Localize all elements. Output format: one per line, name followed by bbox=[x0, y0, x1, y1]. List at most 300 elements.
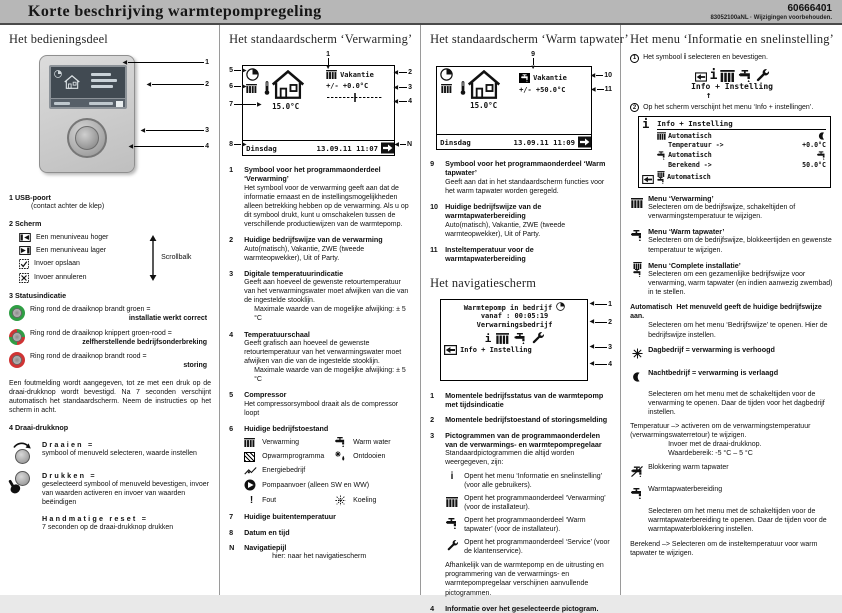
step-number: 2 bbox=[630, 103, 639, 112]
radiator-icon bbox=[446, 497, 458, 507]
block-note: Waardebereik: -5 °C – 5 °C bbox=[668, 450, 753, 458]
berekend-block bbox=[630, 540, 834, 558]
usb-title: 1 USB-poort bbox=[9, 193, 51, 202]
arrowhead-right-icon: ▶ bbox=[241, 67, 247, 74]
arrowhead-left-icon: ◀ bbox=[590, 72, 596, 79]
status-section bbox=[9, 291, 211, 415]
arrowhead-left-icon: ◀ bbox=[128, 143, 134, 150]
knob-term: Draaien = bbox=[42, 439, 95, 449]
save-check-icon bbox=[19, 259, 29, 269]
item-title: Huidige buitentemperatuur bbox=[244, 512, 336, 522]
info-instelling-label: Info + Instelling bbox=[460, 345, 532, 354]
navigatie-display-figure bbox=[430, 297, 612, 385]
datetime: 13.09.11 11:09 bbox=[513, 137, 576, 147]
status-meaning: zelfherstellende bedrijfsonderbreking bbox=[82, 338, 208, 346]
status-meaning: installatie werkt correct bbox=[128, 315, 208, 323]
house-icon bbox=[64, 75, 80, 89]
callout-1: 1 ▼ bbox=[325, 51, 332, 71]
back-arrow-icon bbox=[444, 345, 457, 355]
picto-label: Opent het menu ‘Informatie en snelinstelling’ (voor alle gebruikers). bbox=[464, 472, 602, 489]
callout-3: ◀ 3 bbox=[140, 127, 210, 134]
arrowhead-left-icon: ◀ bbox=[589, 301, 595, 308]
list-item: 4 Temperatuurschaal Geeft grafisch aan hoeveel de gewenste retourtemperatuur van het verwarmingswater moet afwijken van die van de ingestelde stooklijn. Maximale waarde van de mogelijke afwijking: ± 5 °C bbox=[229, 330, 412, 385]
warmtapwater-paragraph: Selecteren om het menu met de schakeltijden voor de warmtapwaterbereiding te openen. Daar de tijden voor de warmtapwaterblokkering instellen. bbox=[648, 508, 827, 534]
menu-value: 50.0°C bbox=[802, 161, 826, 169]
lcd-status-bar bbox=[437, 134, 591, 149]
item-title: Compressor bbox=[244, 390, 287, 400]
navigation-arrow-icon bbox=[578, 136, 591, 148]
step-text: Op het scherm verschijnt het menu ‘Info + instellingen’. bbox=[643, 103, 814, 111]
document-number: 60666401 bbox=[787, 3, 832, 15]
toestand-label: Warm water bbox=[353, 438, 391, 446]
section-heading: Het standaardscherm ‘Verwarming’ bbox=[229, 32, 413, 46]
icon-row-figure bbox=[666, 68, 798, 101]
pump-status-line: Warmtepomp in bedrijf bbox=[444, 302, 585, 313]
toestand-label: Koeling bbox=[353, 497, 377, 505]
fault-paragraph: Een foutmelding wordt aangegeven, tot ze met een druk op de draai-drukknop wordt bevestigd. Na 7 seconden verschijnt automatisch het standaardscherm. Neem de instructies op het scherm in acht. bbox=[9, 379, 212, 415]
menu-tapwater-block bbox=[630, 227, 834, 255]
callout-4: ◀ 4 bbox=[589, 360, 613, 368]
blokkering-line bbox=[630, 463, 834, 482]
arrowhead-left-icon: ◀ bbox=[122, 59, 128, 66]
term: Berekend –> bbox=[630, 540, 670, 548]
block-body: Selecteren om de insteltemperatuur voor warm tapwater te wijzigen. bbox=[630, 540, 818, 557]
item-title: Momentele bedrijfsstatus van de warmtepomp met tijdsindicatie bbox=[445, 390, 604, 409]
arrowhead-down-icon: ▼ bbox=[530, 65, 537, 71]
menu-value: +0.0°C bbox=[802, 141, 826, 149]
menu-verwarming-block bbox=[630, 194, 834, 222]
operating-mode: Vakantie bbox=[340, 70, 374, 79]
section-heading: Het navigatiescherm bbox=[430, 275, 537, 290]
item-title: Temperatuurschaal bbox=[244, 329, 310, 339]
block-body: Selecteren om de bedrijfswijze, blokkeertijden en gewenste temperatuur te wijzigen. bbox=[648, 237, 832, 254]
defrost-icon bbox=[335, 451, 346, 462]
column-bedieningsdeel bbox=[0, 25, 220, 595]
list-item: 1 Momentele bedrijfsstatus van de warmtepomp met tijdsindicatie bbox=[430, 391, 612, 410]
block-title: Menu ‘Complete installatie’ bbox=[648, 260, 741, 270]
list-item: 8 Datum en tijd bbox=[229, 528, 412, 537]
callout-8: 8 ▶ bbox=[229, 141, 247, 148]
column-warm-tapwater bbox=[421, 25, 629, 613]
usb-note: (contact achter de klep) bbox=[31, 203, 105, 211]
item-title: Symbool voor het programmaonderdeel ‘Warm tapwater’ bbox=[445, 159, 606, 178]
block-body: Selecteren om een gezamenlijke bedrijfswijze voor verwarming, warm tapwater (en indien aanwezig zwembad) in te stellen. bbox=[648, 270, 833, 297]
temperature-scale-icon bbox=[326, 93, 384, 102]
item-body: Geeft aan hoeveel de gewenste retourtemperatuur van het verwarmingswater moet afwijken van die van de ingestelde stooklijn. bbox=[244, 279, 409, 305]
status-title: 3 Statusindicatie bbox=[9, 291, 67, 300]
tap-icon bbox=[335, 437, 346, 447]
moon-icon bbox=[818, 132, 826, 140]
radiator-icon bbox=[657, 132, 666, 140]
toestand-label: Fout bbox=[262, 497, 277, 505]
radiator-icon bbox=[246, 84, 257, 93]
list-item: 3 Digitale temperatuurindicatie Geeft aan hoeveel de gewenste retourtemperatuur van het verwarmingswater moet afwijken van die van de ingestelde stooklijn. Maximale waarde van de mogelijke afwijking: ± 5 °C bbox=[229, 269, 412, 324]
item-note: Maximale waarde van de mogelijke afwijking: ± 5 °C bbox=[254, 367, 406, 384]
picto-label: Opent het programmaonderdeel ‘Verwarming’ (voor de installateur). bbox=[464, 494, 606, 511]
picto-row bbox=[445, 538, 612, 556]
document-info bbox=[710, 2, 832, 21]
menu-label: Berekend -> bbox=[668, 161, 712, 169]
list-item: 10 Huidige bedrijfswijze van de warmtapwaterbereiding Auto(matisch), Vakantie, ZWE (tweede warmteopwekker), Uit of Party. bbox=[430, 202, 612, 239]
callout-N: ◀ N bbox=[394, 141, 413, 148]
extra-paragraph: Afhankelijk van de warmtepomp en de uitrusting en programmering van de verwarmings- en warmtepompregelaar verschijnen aanvullende pictogrammen. bbox=[445, 562, 604, 597]
callout-9: 9 ▼ bbox=[530, 51, 537, 71]
radiator-icon bbox=[326, 70, 337, 79]
callout-5: 5 ▶ bbox=[229, 67, 247, 74]
scherm-row bbox=[19, 233, 149, 242]
tap-icon bbox=[657, 151, 666, 160]
up-arrow-icon: ↑ bbox=[706, 90, 712, 101]
section-heading: Het standaardscherm ‘Warm tapwater’ bbox=[430, 32, 629, 46]
knob-term: Drukken = bbox=[42, 470, 97, 480]
status-row bbox=[9, 305, 211, 323]
arrowhead-left-icon: ◀ bbox=[589, 319, 595, 326]
block-title: Menu ‘Warm tapwater’ bbox=[648, 227, 725, 237]
page-title: Korte beschrijving warmtepompregeling bbox=[28, 2, 322, 20]
item-body: Standaardpictogrammen die altijd worden weergegeven, zijn: bbox=[445, 450, 575, 467]
compressor-icon bbox=[440, 68, 453, 81]
item-body: hier: naar het navigatiescherm bbox=[272, 553, 367, 561]
outdoor-temperature: 15.0°C bbox=[470, 101, 498, 110]
device-screen bbox=[49, 65, 127, 109]
wrench-icon bbox=[447, 540, 458, 551]
menu-value: Automatisch bbox=[667, 173, 711, 181]
callout-6: 6 ▶ bbox=[229, 83, 247, 90]
list-item: 9 Symbool voor het programmaonderdeel ‘Warm tapwater’ Geeft aan dat in het standaardscherm functies voor het warm tapwater worden geregeld. bbox=[430, 159, 612, 196]
warmtapwater-line bbox=[630, 485, 834, 504]
status-row bbox=[9, 352, 211, 370]
list-item: 11 Insteltemperatuur voor de warmtapwaterbereiding bbox=[430, 245, 612, 264]
press-knob-icon bbox=[9, 471, 35, 507]
wrench-icon bbox=[532, 332, 544, 344]
scherm-label: Een menuniveau lager bbox=[36, 246, 107, 254]
arrowhead-left-icon: ◀ bbox=[589, 344, 595, 351]
item-body: Auto(matisch), Vakantie, ZWE (tweede warmteopwekker), Uit of Party. bbox=[445, 221, 566, 238]
list-item: 3 Pictogrammen van de programmaonderdelen van de verwarmings- en warmtepompregelaar Standaardpictogrammen die altijd worden weergegeven, zijn: i Opent het menu ‘Informatie en snelinstelling’ (voor alle gebruikers). Opent het programmaonderdeel ‘Verwarming’ (voor de installateur). Opent het programmaonderdeel ‘Warm tapwater’ (voor de installateur). Opent het programmaonderdeel ‘Service’ (voor de klantenservice). Afhankelijk van de warmtepomp en de uitrusting en programmering van de verwarmings- en warmtepompregelaar verschijnen aanvullende pictogrammen. bbox=[430, 431, 612, 598]
toestand-label: Verwarming bbox=[262, 438, 300, 446]
status-row bbox=[9, 329, 211, 347]
callout-10: ◀ 10 bbox=[590, 72, 613, 79]
scherm-label: Invoer opslaan bbox=[34, 260, 80, 268]
scrollbar-arrow-icon bbox=[149, 235, 157, 281]
callout-11: ◀ 11 bbox=[591, 86, 613, 93]
weekday: Dinsdag bbox=[440, 137, 471, 147]
knob-row-drukken bbox=[9, 471, 211, 507]
knob-desc: geselecteerd symbool of menuveld bevestigen, invoer van waarden activeren en invoer van waarden beëindigen bbox=[42, 480, 209, 506]
usb-section bbox=[9, 193, 211, 211]
menu-header: Info + Instelling bbox=[657, 119, 826, 130]
radiator-icon bbox=[631, 198, 643, 208]
screen-text-bar bbox=[91, 73, 111, 76]
menu-row bbox=[657, 132, 826, 140]
back-arrow-icon bbox=[695, 72, 707, 82]
content-columns bbox=[0, 25, 842, 613]
scherm-section bbox=[9, 219, 211, 283]
screen-text-bar bbox=[54, 102, 70, 105]
item-title: Huidige bedrijfswijze van de verwarming bbox=[244, 235, 383, 245]
page-header bbox=[0, 0, 842, 25]
verwarming-lcd bbox=[242, 65, 395, 156]
cancel-cross-icon bbox=[19, 273, 29, 283]
arrowhead-left-icon: ◀ bbox=[591, 86, 596, 93]
scrollbar-legend bbox=[149, 229, 211, 283]
item-body: Auto(matisch), Vakantie, ZWE (tweede warmteopwekker), Uit of Party. bbox=[244, 245, 365, 262]
callout-1: ◀ 1 bbox=[122, 59, 210, 66]
callout-4: ◀ 4 bbox=[128, 143, 210, 150]
scherm-row bbox=[19, 259, 149, 269]
lcd-status-bar bbox=[243, 140, 394, 155]
arrowhead-right-icon: ▶ bbox=[256, 101, 262, 108]
tap-icon bbox=[738, 70, 753, 82]
radiator-icon bbox=[441, 84, 452, 93]
radiator-icon bbox=[720, 70, 735, 82]
knob-row-reset bbox=[9, 514, 211, 532]
navigation-arrow-icon bbox=[381, 142, 394, 154]
menu-level-down-icon bbox=[19, 246, 31, 255]
menu-row bbox=[657, 141, 826, 149]
list-item: 4 Informatie over het geselecteerde pictogram. bbox=[430, 604, 612, 613]
complete-installation-icon bbox=[657, 171, 665, 184]
item-title: Insteltemperatuur voor de warmtapwaterbereiding bbox=[445, 244, 534, 264]
sun-icon bbox=[632, 348, 643, 359]
spacer bbox=[9, 514, 35, 532]
rotate-arrow-icon bbox=[12, 440, 32, 449]
toestand-label: Energiebedrijf bbox=[262, 467, 306, 475]
scherm-title: 2 Scherm bbox=[9, 219, 42, 229]
list-item: 2 Huidige bedrijfswijze van de verwarming Auto(matisch), Vakantie, ZWE (tweede warmteopwekker), Uit of Party. bbox=[229, 235, 412, 263]
knob-desc: 7 seconden op de draai-drukknop drukken bbox=[42, 523, 174, 531]
toestand-label: Opwarmprogramma bbox=[262, 453, 325, 461]
callout-7: 7 ▶ bbox=[229, 101, 262, 108]
nachtbedrijf-line bbox=[630, 368, 834, 387]
screen-text-bar bbox=[91, 79, 117, 82]
info-instelling-label: Info + Instelling bbox=[691, 81, 773, 91]
list-item: 6 Huidige bedrijfstoestand Verwarming Warm water Opwarmprogramma Ontdooien Energiebedrijf Pompaanvoer (alleen SW en WW) ! Fout Koeling bbox=[229, 424, 412, 506]
callout-3: ◀ 3 bbox=[393, 84, 413, 91]
back-arrow-icon bbox=[642, 175, 654, 184]
arrowhead-left-icon: ◀ bbox=[394, 141, 399, 148]
screen-text-bar bbox=[89, 102, 113, 105]
green-ring-icon bbox=[9, 305, 25, 321]
tap-icon bbox=[817, 151, 826, 160]
tap-icon bbox=[631, 230, 643, 241]
list-item: 1 Symbool voor het programmaonderdeel ‘Verwarming’ Het symbool voor de verwarming geeft aan dat de informatie ernaast en de instellingsmogelijkheden alleen betrekking hebben op de verwarming. Als u op dit symbool drukt, kunt u omschakelen tussen de verschillende productiewijzen van de warmtepomp. bbox=[229, 165, 412, 229]
rotary-knob-center bbox=[75, 126, 99, 150]
arrowhead-left-icon: ◀ bbox=[393, 84, 399, 91]
callout-2: ◀ 2 bbox=[589, 318, 613, 326]
menu-row bbox=[657, 171, 826, 184]
item-title: Navigatiepijl bbox=[244, 543, 287, 553]
item-title: Momentele bedrijfstoestand of storingsmelding bbox=[445, 415, 608, 425]
tapwater-lcd bbox=[436, 66, 592, 150]
control-panel-device bbox=[39, 55, 135, 173]
program-icons-row bbox=[444, 332, 585, 344]
scherm-row bbox=[19, 246, 149, 255]
document-code: 83052100aNL · Wijzigingen voorbehouden. bbox=[710, 14, 832, 21]
thermometer-icon bbox=[264, 81, 270, 95]
arrowhead-right-icon: ▶ bbox=[241, 83, 247, 90]
info-instelling-menu-lcd bbox=[638, 116, 831, 188]
callout-4: ◀ 4 bbox=[393, 98, 413, 105]
callout-2: ◀ 2 bbox=[146, 81, 210, 88]
list-item: 7 Huidige buitentemperatuur bbox=[229, 512, 412, 521]
setpoint-temperature: +/- +50.0°C bbox=[519, 86, 566, 94]
pump-icon bbox=[244, 479, 256, 491]
column-info-snelinstelling bbox=[621, 25, 842, 595]
screen-nav-arrow bbox=[116, 101, 123, 107]
tap-icon bbox=[514, 333, 527, 344]
knob-desc: symbool of menuveld selecteren, waarde instellen bbox=[42, 449, 197, 457]
operating-mode: Vakantie bbox=[533, 74, 567, 82]
radiator-icon bbox=[496, 333, 509, 344]
scherm-row bbox=[19, 273, 149, 283]
step-text: selecteren en bevestigen. bbox=[688, 54, 768, 61]
compressor-icon bbox=[54, 70, 62, 78]
line-text: Warmtapwaterbereiding bbox=[648, 486, 723, 494]
callout-2: ◀ 2 bbox=[393, 69, 413, 76]
list-item: 5 Compressor Het compressorsymbool draait als de compressor loopt bbox=[229, 390, 412, 418]
item-body: Geeft grafisch aan hoeveel de gewenste retourtemperatuur van het verwarmingswater moet afwijken van die van de ingestelde stooklijn. bbox=[244, 339, 402, 366]
item-title: Pictogrammen van de programmaonderdelen van de verwarmings- en warmtepompregelaar bbox=[445, 430, 602, 449]
step-1 bbox=[630, 53, 834, 63]
step-text: Het symbool bbox=[643, 54, 682, 61]
screen-status-bar bbox=[51, 98, 125, 107]
menu-row bbox=[657, 161, 826, 169]
navigatie-lcd bbox=[440, 299, 588, 381]
term: Automatisch bbox=[630, 304, 673, 312]
block-body: Selecteren om de bedrijfswijze, schakeltijden of verwarmingstemperatuur te wijzigen. bbox=[648, 203, 796, 220]
status-meaning: storing bbox=[183, 361, 208, 369]
item-title: Datum en tijd bbox=[244, 527, 290, 537]
green-red-ring-icon bbox=[9, 329, 25, 345]
section-heading: Het bedieningsdeel bbox=[9, 32, 108, 46]
term: Temperatuur –> bbox=[630, 422, 680, 430]
arrowhead-left-icon: ◀ bbox=[146, 81, 152, 88]
scherm-label: Een menuniveau hoger bbox=[36, 233, 109, 241]
control-panel-figure bbox=[9, 53, 211, 185]
status-text: Ring rond de draaiknop knippert groen-rood = bbox=[30, 329, 172, 337]
toestand-label: Pompaanvoer (alleen SW en WW) bbox=[262, 481, 370, 489]
moon-icon bbox=[632, 372, 642, 382]
arrowhead-left-icon: ◀ bbox=[393, 69, 399, 76]
pressing-hand-icon bbox=[6, 479, 21, 494]
line-text: Dagbedrijf = verwarming is verhoogd bbox=[648, 344, 775, 354]
item-title: Symbool voor het programmaonderdeel ‘Verwarming’ bbox=[244, 165, 381, 184]
complete-installation-icon bbox=[630, 261, 644, 298]
arrowhead-down-icon: ▼ bbox=[325, 65, 332, 71]
list-item: 2 Momentele bedrijfstoestand of storingsmelding bbox=[430, 415, 612, 424]
item-title: Digitale temperatuurindicatie bbox=[244, 268, 344, 278]
menu-label: Temperatuur -> bbox=[668, 141, 724, 149]
thermometer-icon bbox=[460, 81, 466, 95]
menu-value: Automatisch bbox=[668, 131, 712, 140]
tap-icon bbox=[446, 518, 458, 529]
info-icon: i bbox=[709, 68, 718, 84]
temperature-offset: +/- +0.0°C bbox=[326, 82, 369, 90]
step-2 bbox=[630, 103, 834, 113]
compressor-icon bbox=[556, 302, 565, 311]
scrollbar-label: Scrollbalk bbox=[161, 254, 192, 262]
menu-value: Automatisch bbox=[668, 151, 712, 159]
screen-text-bar bbox=[91, 85, 113, 88]
outdoor-temperature: 15.0°C bbox=[272, 102, 300, 111]
knob-title: 4 Draai-drukknop bbox=[9, 423, 69, 433]
item-body: Het compressorsymbool draait als de compressor loopt bbox=[244, 400, 399, 417]
knob-term: Handmatige reset = bbox=[42, 513, 149, 523]
picto-row bbox=[445, 472, 612, 490]
arrowhead-left-icon: ◀ bbox=[140, 127, 146, 134]
verwarming-display-figure bbox=[229, 53, 412, 159]
dagbedrijf-line bbox=[630, 345, 834, 364]
fault-icon: ! bbox=[249, 494, 254, 506]
picto-label: Opent het programmaonderdeel ‘Warm tapwater’ (voor de installateur). bbox=[464, 516, 586, 533]
menu-complete-block bbox=[630, 261, 834, 298]
tapwater-symbol-icon bbox=[519, 73, 530, 83]
knob-row-draaien bbox=[9, 440, 211, 464]
item-body: Het symbool voor de verwarming geeft aan dat de informatie ernaast en de instellingsmogelijkheden alleen betrekking hebben op de verwarming. Als u op dit symbool drukt, kunt u omschakelen tussen de verschillende productiewijzen van de warmtepomp. bbox=[244, 184, 409, 229]
tapwater-display-figure bbox=[430, 53, 612, 153]
block-note: Invoer met de draai-drukknop. bbox=[668, 441, 762, 449]
menu-row bbox=[657, 151, 826, 160]
bedrijfstoestand-grid bbox=[244, 437, 412, 506]
list-item: N Navigatiepijl hier: naar het navigatiescherm bbox=[229, 543, 412, 561]
rotary-knob bbox=[67, 118, 107, 158]
callout-3: ◀ 3 bbox=[589, 343, 613, 351]
picto-row bbox=[445, 494, 612, 512]
block-body: Selecteren om het menu ‘Bedrijfswijze’ te openen. Hier de bedrijfswijze instellen. bbox=[648, 322, 828, 339]
temperatuur-block bbox=[630, 422, 834, 458]
picto-label: Opent het programmaonderdeel ‘Service’ (voor de klantenservice). bbox=[464, 539, 610, 556]
section-heading: Het menu ‘Informatie en snelinstelling’ bbox=[630, 32, 834, 46]
status-text: Ring rond de draaiknop brandt groen = bbox=[30, 306, 151, 314]
info-icon: i bbox=[683, 52, 687, 61]
house-icon bbox=[271, 70, 305, 99]
heatup-program-icon bbox=[244, 452, 255, 462]
mode-line: Verwarmingsbedrijf bbox=[476, 321, 553, 330]
red-ring-icon bbox=[9, 352, 25, 368]
wrench-icon bbox=[756, 69, 769, 82]
house-icon bbox=[467, 70, 501, 99]
picto-row bbox=[445, 516, 612, 534]
toestand-label: Ontdooien bbox=[353, 453, 386, 461]
item-title: Informatie over het geselecteerde pictogram. bbox=[445, 603, 599, 613]
column-standaardscherm-verwarming bbox=[220, 25, 421, 595]
info-icon: i bbox=[642, 117, 650, 131]
arrowhead-left-icon: ◀ bbox=[393, 98, 399, 105]
schakeltijden-paragraph: Selecteren om het menu met de schakeltijden voor de verwarming te openen. Daar de tijden voor het dagbedrijf instellen. bbox=[648, 390, 825, 416]
tap-icon bbox=[631, 488, 643, 499]
info-icon: i bbox=[484, 331, 492, 345]
knob-section bbox=[9, 423, 211, 532]
datetime: 13.09.11 11:07 bbox=[316, 143, 379, 153]
item-note: Maximale waarde van de mogelijke afwijking: ± 5 °C bbox=[254, 306, 406, 323]
block-body: activeren om de verwarmingstemperatuur (verwarmingswaterretour) te wijzigen. bbox=[630, 422, 811, 439]
item-title: Huidige bedrijfswijze van de warmtapwaterbereiding bbox=[445, 201, 542, 221]
scherm-label: Invoer annuleren bbox=[34, 274, 87, 282]
step-number: 1 bbox=[630, 54, 639, 63]
info-icon: i bbox=[450, 470, 454, 482]
block-title: Menu ‘Verwarming’ bbox=[648, 193, 714, 203]
rotate-knob-icon bbox=[9, 440, 35, 464]
snowflake-icon bbox=[335, 495, 346, 506]
callout-1: ◀ 1 bbox=[589, 300, 613, 308]
line-text: Nachtbedrijf = verwarming is verlaagd bbox=[648, 367, 779, 377]
compressor-icon bbox=[246, 68, 259, 81]
line-text: Blokkering warm tapwater bbox=[648, 464, 729, 472]
term-desc: Het menuveld geeft de huidige bedrijfswijze aan. bbox=[630, 304, 822, 321]
item-title: Huidige bedrijfstoestand bbox=[244, 423, 329, 433]
automatisch-block bbox=[630, 303, 834, 339]
